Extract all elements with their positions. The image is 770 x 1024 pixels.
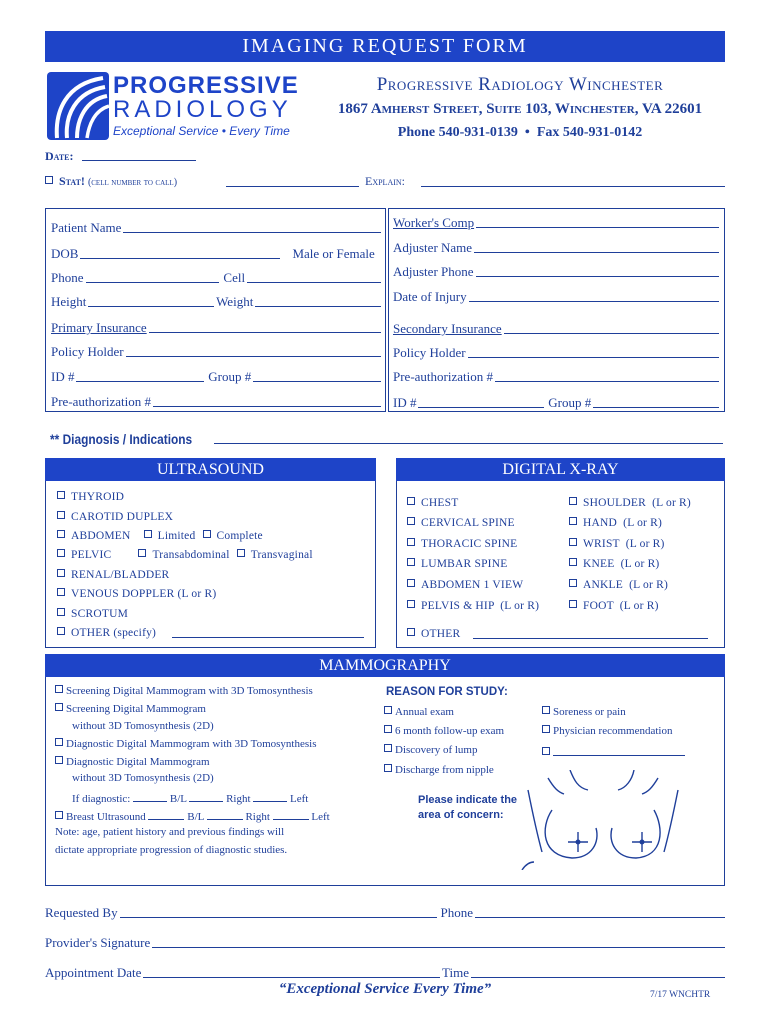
phone-field[interactable] bbox=[51, 270, 381, 286]
xray-header bbox=[396, 458, 725, 481]
appointment-label: Appointment Date bbox=[45, 965, 142, 980]
reason-physician-label: Physician recommendation bbox=[553, 725, 673, 737]
right-label: Right bbox=[226, 793, 251, 805]
height-weight-field[interactable] bbox=[51, 294, 381, 310]
footer-slogan: “Exceptional Service Every Time” bbox=[278, 981, 492, 997]
reason-lump-label: Discovery of lump bbox=[395, 744, 478, 756]
xray-right-item[interactable] bbox=[569, 558, 659, 570]
diagnosis-label: ** Diagnosis / Indications bbox=[50, 431, 193, 447]
footer-phone-label: Phone bbox=[440, 905, 473, 920]
signature-field[interactable] bbox=[45, 935, 725, 951]
xray-left-item[interactable] bbox=[407, 517, 515, 529]
checkbox-icon[interactable] bbox=[569, 497, 577, 505]
date-field[interactable] bbox=[82, 160, 196, 161]
stat-row bbox=[45, 174, 177, 189]
checkbox-icon[interactable] bbox=[384, 725, 392, 733]
reason-lump[interactable] bbox=[384, 744, 477, 756]
signature-label: Provider's Signature bbox=[45, 935, 151, 950]
checkbox-icon[interactable] bbox=[144, 530, 152, 538]
checkbox-icon[interactable] bbox=[55, 811, 63, 819]
us-other-label: OTHER (specify) bbox=[71, 627, 157, 639]
us-transabdominal-label: Transabdominal bbox=[152, 549, 230, 561]
us-limited-label: Limited bbox=[157, 530, 196, 542]
xray-right-item[interactable] bbox=[569, 517, 662, 529]
group-label: Group # bbox=[208, 369, 252, 384]
reason-six-month-label: 6 month follow-up exam bbox=[395, 725, 505, 737]
primary-insurance-field[interactable] bbox=[51, 320, 381, 336]
mammo-screen-3d[interactable] bbox=[55, 685, 313, 697]
checkbox-icon[interactable] bbox=[542, 747, 550, 755]
ultrasound-title: ULTRASOUND bbox=[157, 461, 264, 478]
adjuster-name-label: Adjuster Name bbox=[393, 240, 473, 255]
policy-holder-label: Policy Holder bbox=[51, 344, 124, 359]
checkbox-icon[interactable] bbox=[542, 725, 550, 733]
form-title: IMAGING REQUEST FORM bbox=[242, 35, 528, 57]
reason-annual-label: Annual exam bbox=[395, 706, 454, 718]
practice-name: Progressive Radiology Winchester bbox=[376, 74, 664, 95]
preauth-field[interactable] bbox=[51, 394, 381, 410]
xray-thoracic-label: THORACIC SPINE bbox=[421, 538, 518, 550]
workers-comp-field[interactable] bbox=[393, 215, 719, 231]
phone-label: Phone bbox=[51, 270, 84, 285]
checkbox-icon[interactable] bbox=[569, 538, 577, 546]
id-group-field[interactable] bbox=[51, 369, 381, 385]
mammo-diag-3d[interactable] bbox=[55, 738, 316, 750]
reason-annual[interactable] bbox=[384, 706, 454, 718]
us-pelvic[interactable] bbox=[57, 549, 313, 561]
date-of-injury-field[interactable] bbox=[393, 289, 719, 305]
height-label: Height bbox=[51, 294, 87, 309]
checkbox-icon[interactable] bbox=[407, 517, 415, 525]
mammo-screen-2d-label: Screening Digital Mammogram bbox=[66, 703, 206, 715]
left-label: Left bbox=[311, 811, 330, 823]
checkbox-icon[interactable] bbox=[57, 549, 65, 557]
patient-name-field[interactable] bbox=[51, 220, 381, 236]
preauth-label: Pre-authorization # bbox=[51, 394, 151, 409]
secondary-insurance-label: Secondary Insurance bbox=[393, 321, 502, 336]
checkbox-icon[interactable] bbox=[569, 517, 577, 525]
us-carotid[interactable] bbox=[57, 511, 173, 523]
xray-ankle-label: ANKLE (L or R) bbox=[583, 579, 668, 591]
workers-comp-label: Worker's Comp bbox=[393, 215, 475, 230]
mammo-screen-2d-sub: without 3D Tomosynthesis (2D) bbox=[72, 720, 214, 732]
mammo-screen-2d[interactable] bbox=[55, 703, 206, 715]
checkbox-icon[interactable] bbox=[57, 627, 65, 635]
right-label: Right bbox=[245, 811, 270, 823]
logo-line-1: PROGRESSIVE bbox=[113, 72, 299, 99]
checkbox-icon[interactable] bbox=[407, 538, 415, 546]
date-of-injury-label: Date of Injury bbox=[393, 289, 467, 304]
bl-label: B/L bbox=[169, 793, 187, 805]
xray-box bbox=[396, 458, 725, 648]
mammo-note-1: Note: age, patient history and previous findings will bbox=[55, 826, 285, 838]
mammo-diag-2d[interactable] bbox=[55, 756, 210, 768]
mammo-if-diagnostic[interactable] bbox=[72, 790, 308, 805]
adjuster-phone-label: Adjuster Phone bbox=[393, 264, 474, 279]
checkbox-icon[interactable] bbox=[384, 744, 392, 752]
mammo-diag-2d-sub: without 3D Tomosynthesis (2D) bbox=[72, 772, 214, 784]
reason-discharge-label: Discharge from nipple bbox=[395, 764, 494, 776]
us-scrotum[interactable] bbox=[57, 608, 128, 620]
patient-name-label: Patient Name bbox=[51, 220, 122, 235]
checkbox-icon[interactable] bbox=[57, 569, 65, 577]
mammo-diag-3d-label: Diagnostic Digital Mammogram with 3D Tomosynthesis bbox=[66, 738, 317, 750]
reason-physician[interactable] bbox=[542, 725, 672, 737]
mammo-breast-us[interactable] bbox=[55, 808, 330, 823]
practice-address: 1867 Amherst Street, Suite 103, Winchester, VA 22601 bbox=[337, 101, 703, 117]
checkbox-icon[interactable] bbox=[55, 738, 63, 746]
xray-knee-label: KNEE (L or R) bbox=[583, 558, 660, 570]
us-abdomen[interactable] bbox=[57, 530, 263, 542]
reason-soreness[interactable] bbox=[542, 706, 626, 718]
xray-left-item[interactable] bbox=[407, 579, 523, 591]
weight-label: Weight bbox=[216, 294, 254, 309]
xray-title: DIGITAL X-RAY bbox=[502, 461, 619, 478]
checkbox-icon[interactable] bbox=[55, 685, 63, 693]
xray-right-item[interactable] bbox=[569, 579, 668, 591]
checkbox-icon[interactable] bbox=[384, 764, 392, 772]
stat-note: (cell number to call) bbox=[87, 177, 178, 188]
secondary-insurance-field[interactable] bbox=[393, 321, 719, 337]
primary-insurance-label: Primary Insurance bbox=[51, 320, 147, 335]
cell-label: Cell bbox=[223, 270, 246, 285]
logo bbox=[47, 72, 297, 142]
sex-label: Male or Female bbox=[292, 246, 375, 261]
checkbox-icon[interactable] bbox=[203, 530, 211, 538]
xray-other[interactable] bbox=[407, 628, 460, 640]
xray-abdomen-label: ABDOMEN 1 VIEW bbox=[421, 579, 524, 591]
checkbox-icon[interactable] bbox=[407, 558, 415, 566]
xray-left-item[interactable] bbox=[407, 538, 517, 550]
xray-wrist-label: WRIST (L or R) bbox=[583, 538, 665, 550]
checkbox-icon[interactable] bbox=[407, 600, 415, 608]
breast-us-label: Breast Ultrasound bbox=[66, 811, 146, 823]
logo-tagline: Exceptional Service • Every Time bbox=[113, 124, 290, 138]
us-pelvic-label: PELVIC bbox=[71, 549, 112, 561]
checkbox-icon[interactable] bbox=[407, 579, 415, 587]
xray-left-item[interactable] bbox=[407, 558, 507, 570]
checkbox-icon[interactable] bbox=[55, 756, 63, 764]
xray-left-item[interactable] bbox=[407, 600, 539, 612]
checkbox-icon[interactable] bbox=[569, 600, 577, 608]
checkbox-icon[interactable] bbox=[57, 491, 65, 499]
ultrasound-header bbox=[45, 458, 376, 481]
breast-diagram-icon[interactable] bbox=[518, 770, 688, 870]
stat-checkbox[interactable] bbox=[45, 176, 53, 184]
stat-phone-field[interactable] bbox=[226, 186, 359, 187]
appointment-field[interactable] bbox=[45, 965, 725, 981]
left-label: Left bbox=[290, 793, 309, 805]
checkbox-icon[interactable] bbox=[542, 706, 550, 714]
form-code: 7/17 WNCHTR bbox=[650, 990, 711, 1000]
xray-right-item[interactable] bbox=[569, 538, 665, 550]
time-label: Time bbox=[442, 965, 469, 980]
adjuster-phone-field[interactable] bbox=[393, 264, 719, 280]
checkbox-icon[interactable] bbox=[57, 608, 65, 616]
dob-label: DOB bbox=[51, 246, 79, 261]
secondary-policy-holder-field[interactable] bbox=[393, 345, 719, 361]
us-carotid-label: CAROTID DUPLEX bbox=[71, 511, 174, 523]
mammography-title: MAMMOGRAPHY bbox=[319, 657, 451, 674]
mammography-header bbox=[45, 654, 725, 677]
xray-lumbar-label: LUMBAR SPINE bbox=[421, 558, 508, 570]
us-venous[interactable] bbox=[57, 588, 216, 600]
us-other-field[interactable] bbox=[172, 637, 364, 638]
xray-other-field[interactable] bbox=[473, 638, 708, 639]
secondary-preauth-label: Pre-authorization # bbox=[393, 369, 493, 384]
us-thyroid-label: THYROID bbox=[71, 491, 125, 503]
xray-shoulder-label: SHOULDER (L or R) bbox=[583, 497, 691, 509]
xray-hand-label: HAND (L or R) bbox=[583, 517, 663, 529]
xray-right-item[interactable] bbox=[569, 497, 691, 509]
if-diagnostic-label: If diagnostic: bbox=[72, 793, 131, 805]
checkbox-icon[interactable] bbox=[407, 628, 415, 636]
xray-foot-label: FOOT (L or R) bbox=[583, 600, 659, 612]
reason-soreness-label: Soreness or pain bbox=[553, 706, 626, 718]
us-renal-label: RENAL/BLADDER bbox=[71, 569, 170, 581]
reason-other[interactable] bbox=[542, 744, 685, 759]
diagnosis-field[interactable] bbox=[50, 431, 723, 447]
checkbox-icon[interactable] bbox=[138, 549, 146, 557]
logo-line-2: RADIOLOGY bbox=[113, 96, 292, 123]
logo-swoosh-icon bbox=[47, 72, 109, 140]
us-other[interactable] bbox=[57, 627, 156, 639]
stat-label: Stat! bbox=[59, 174, 85, 188]
secondary-id-label: ID # bbox=[393, 395, 417, 410]
checkbox-icon[interactable] bbox=[57, 511, 65, 519]
mammo-diag-2d-label: Diagnostic Digital Mammogram bbox=[66, 756, 210, 768]
checkbox-icon[interactable] bbox=[57, 530, 65, 538]
reason-six-month[interactable] bbox=[384, 725, 504, 737]
us-scrotum-label: SCROTUM bbox=[71, 608, 128, 620]
checkbox-icon[interactable] bbox=[55, 703, 63, 711]
dob-field[interactable] bbox=[51, 246, 381, 262]
checkbox-icon[interactable] bbox=[384, 706, 392, 714]
secondary-id-group-field[interactable] bbox=[393, 395, 719, 411]
us-venous-label: VENOUS DOPPLER (L or R) bbox=[71, 588, 217, 600]
mammo-note-2: dictate appropriate progression of diagnostic studies. bbox=[55, 844, 288, 856]
us-renal[interactable] bbox=[57, 569, 169, 581]
requested-by-label: Requested By bbox=[45, 905, 118, 920]
mammo-screen-3d-label: Screening Digital Mammogram with 3D Tomosynthesis bbox=[66, 685, 313, 697]
id-label: ID # bbox=[51, 369, 75, 384]
explain-label: Explain: bbox=[365, 174, 405, 188]
xray-other-label: OTHER bbox=[421, 628, 461, 640]
policy-holder-field[interactable] bbox=[51, 344, 381, 360]
checkbox-icon[interactable] bbox=[57, 588, 65, 596]
checkbox-icon[interactable] bbox=[569, 579, 577, 587]
xray-right-item[interactable] bbox=[569, 600, 659, 612]
explain-field[interactable] bbox=[421, 186, 725, 187]
us-abdomen-label: ABDOMEN bbox=[71, 530, 131, 542]
checkbox-icon[interactable] bbox=[569, 558, 577, 566]
xray-pelvis-label: PELVIS & HIP (L or R) bbox=[421, 600, 540, 612]
secondary-policy-holder-label: Policy Holder bbox=[393, 345, 466, 360]
us-complete-label: Complete bbox=[216, 530, 263, 542]
us-transvaginal-label: Transvaginal bbox=[250, 549, 313, 561]
xray-chest-label: CHEST bbox=[421, 497, 459, 509]
xray-left-item[interactable] bbox=[407, 497, 458, 509]
indicate-text-2: area of concern: bbox=[418, 809, 504, 821]
xray-cervical-label: CERVICAL SPINE bbox=[421, 517, 515, 529]
date-label: Date: bbox=[45, 149, 74, 163]
secondary-group-label: Group # bbox=[548, 395, 592, 410]
us-thyroid[interactable] bbox=[57, 491, 124, 503]
reason-title: REASON FOR STUDY: bbox=[386, 686, 508, 698]
checkbox-icon[interactable] bbox=[237, 549, 245, 557]
practice-phone-fax: Phone 540-931-0139 • Fax 540-931-0142 bbox=[397, 125, 643, 140]
reason-discharge[interactable] bbox=[384, 764, 494, 776]
indicate-text-1: Please indicate the bbox=[418, 794, 518, 806]
bl-label: B/L bbox=[187, 811, 204, 823]
checkbox-icon[interactable] bbox=[407, 497, 415, 505]
form-title-bar bbox=[45, 31, 725, 62]
requested-by-field[interactable] bbox=[45, 905, 725, 921]
adjuster-name-field[interactable] bbox=[393, 240, 719, 256]
secondary-preauth-field[interactable] bbox=[393, 369, 719, 385]
